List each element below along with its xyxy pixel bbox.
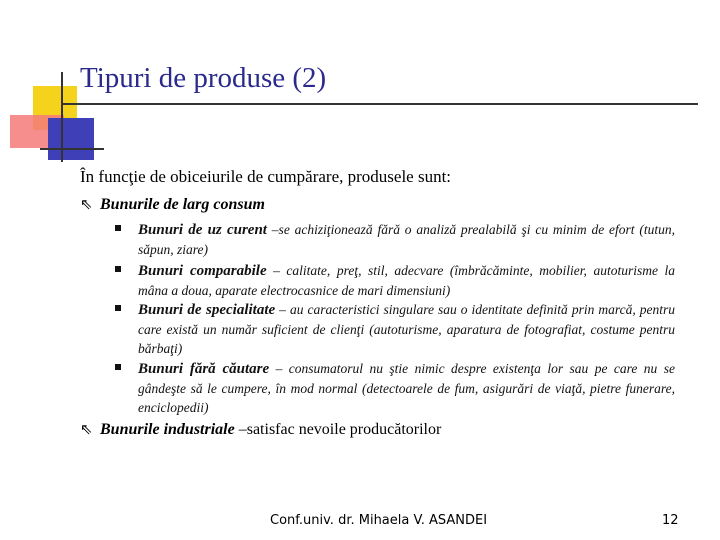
- item-description: – calitate, preţ, stil, adecvare (îmbrăcăminte, mobilier, autoturisme la mâna a doua, aparate electrocasnice de mari dimensiuni): [138, 263, 675, 298]
- item-term: Bunuri comparabile: [138, 263, 267, 279]
- category-heading-consumer: [80, 195, 265, 214]
- footer-author: Conf.univ. dr. Mihaela V. ASANDEI: [270, 513, 488, 528]
- square-bullet-icon: [115, 266, 121, 272]
- item-description: –se achiziţionează fără o analiză prealabilă şi cu minim de efort (tutun, săpun, ziare): [138, 222, 675, 257]
- item-description: – au caracteristici singulare sau o identitate definită prin marcă, pentru care există un număr suficient de clienţi (autoturisme, aparatura de fotografiat, costume pentru bărbaţi): [138, 302, 675, 356]
- decor-blue-square: [48, 118, 94, 160]
- page-number: 12: [662, 513, 679, 528]
- item-term: Bunuri de uz curent: [138, 222, 267, 238]
- square-bullet-icon: [115, 364, 121, 370]
- slide-title: Tipuri de produse (2): [80, 62, 327, 94]
- category-description: –satisfac nevoile producătorilor: [234, 421, 442, 438]
- arrow-icon: ⇖: [80, 195, 93, 213]
- decor-horizontal-line: [40, 148, 104, 150]
- intro-text: În funcţie de obiceiurile de cumpărare, produsele sunt:: [80, 167, 452, 186]
- item-description: – consumatorul nu ştie nimic despre existenţa lor sau pe care nu se gândeşte să le cumpere, în mod normal (detectoarele de fum, asigurări de viaţă, pietre funerare, enciclopedii): [138, 361, 675, 415]
- item-term: Bunuri de specialitate: [138, 302, 276, 318]
- category-label: Bunurile de larg consum: [100, 196, 265, 213]
- square-bullet-icon: [115, 305, 121, 311]
- list-item: [115, 359, 675, 417]
- item-term: Bunuri fără căutare: [138, 361, 270, 377]
- category-heading-industrial: [80, 420, 441, 439]
- list-item: [115, 220, 675, 259]
- arrow-icon: ⇖: [80, 420, 93, 438]
- category-label: Bunurile industriale: [100, 421, 235, 438]
- list-item: [115, 261, 675, 300]
- square-bullet-icon: [115, 225, 121, 231]
- title-underline: [62, 103, 698, 105]
- list-item: [115, 300, 675, 358]
